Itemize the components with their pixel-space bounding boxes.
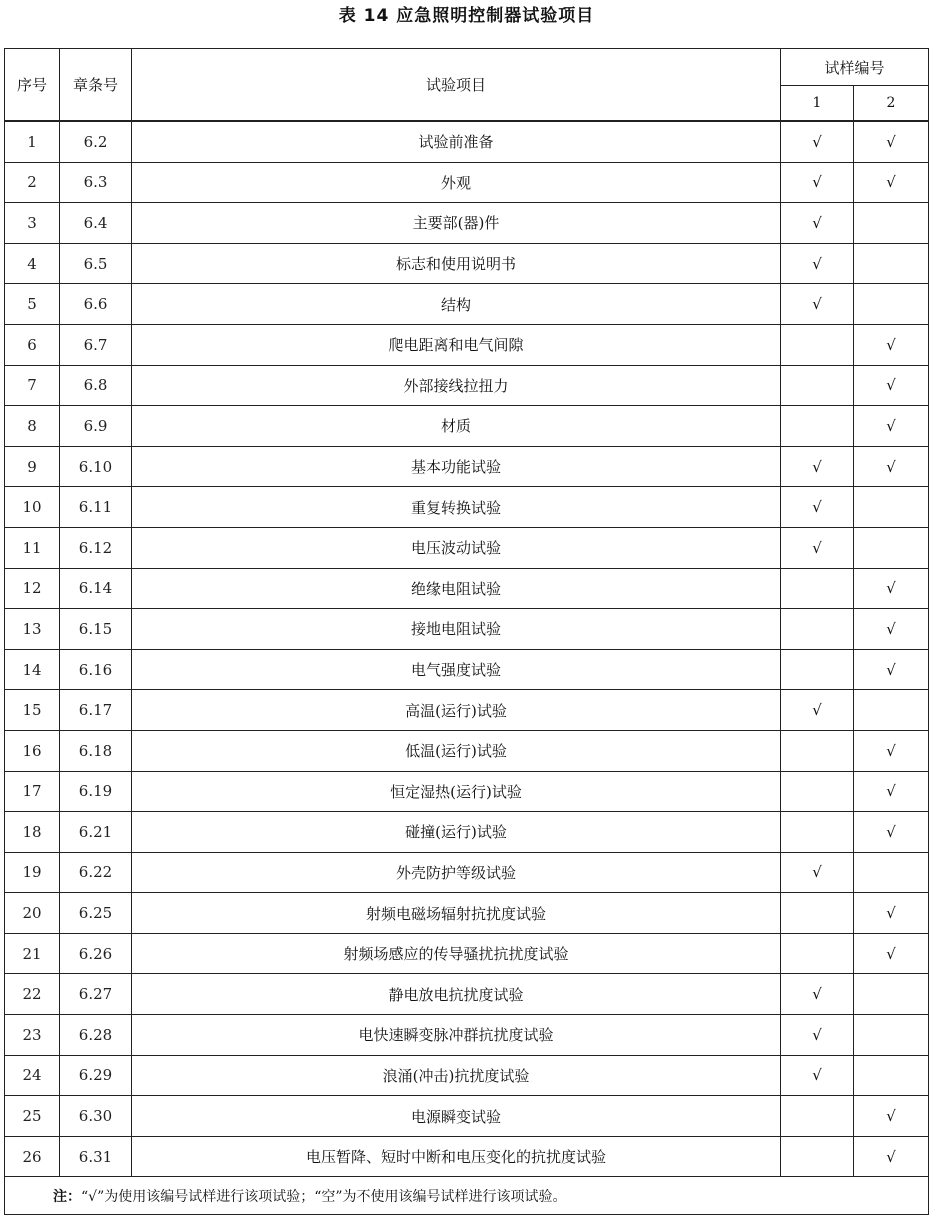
row-seq: 14 xyxy=(5,649,60,690)
row-seq: 9 xyxy=(5,446,60,487)
row-clause: 6.5 xyxy=(60,243,132,284)
check-mark-icon: √ xyxy=(812,213,822,232)
row-seq: 5 xyxy=(5,284,60,325)
table-row xyxy=(5,568,929,609)
table-row xyxy=(5,527,929,568)
row-clause: 6.16 xyxy=(60,649,132,690)
table-note xyxy=(5,1177,929,1215)
table-row xyxy=(5,1055,929,1096)
row-clause: 6.9 xyxy=(60,406,132,447)
row-item: 外壳防护等级试验 xyxy=(132,852,781,893)
table-row xyxy=(5,893,929,934)
table-row xyxy=(5,852,929,893)
row-item: 材质 xyxy=(132,406,781,447)
row-clause: 6.28 xyxy=(60,1015,132,1056)
row-seq: 13 xyxy=(5,609,60,650)
table-row xyxy=(5,974,929,1015)
table-row xyxy=(5,812,929,853)
row-item: 外部接线拉扭力 xyxy=(132,365,781,406)
table-row xyxy=(5,162,929,203)
note-text: “√”为使用该编号试样进行该项试验；“空”为不使用该编号试样进行该项试验。 xyxy=(81,1188,567,1205)
table-row xyxy=(5,771,929,812)
row-sample-2-cell xyxy=(854,527,929,568)
row-seq: 25 xyxy=(5,1096,60,1137)
row-sample-1-cell xyxy=(781,771,854,812)
row-seq: 11 xyxy=(5,527,60,568)
check-mark-icon: √ xyxy=(886,822,896,841)
row-clause: 6.4 xyxy=(60,203,132,244)
row-sample-2-cell xyxy=(854,730,929,771)
check-mark-icon: √ xyxy=(812,538,822,557)
check-mark-icon: √ xyxy=(886,579,896,598)
row-sample-2-cell xyxy=(854,121,929,162)
row-sample-2-cell xyxy=(854,1096,929,1137)
row-seq: 18 xyxy=(5,812,60,853)
check-mark-icon: √ xyxy=(812,701,822,720)
row-sample-2-cell xyxy=(854,609,929,650)
row-sample-1-cell xyxy=(781,162,854,203)
row-clause: 6.17 xyxy=(60,690,132,731)
check-mark-icon: √ xyxy=(886,660,896,679)
row-item: 低温(运行)试验 xyxy=(132,730,781,771)
row-item: 爬电距离和电气间隙 xyxy=(132,324,781,365)
row-sample-1-cell xyxy=(781,933,854,974)
row-seq: 7 xyxy=(5,365,60,406)
row-sample-2-cell xyxy=(854,1055,929,1096)
row-item: 恒定湿热(运行)试验 xyxy=(132,771,781,812)
row-item: 射频场感应的传导骚扰抗扰度试验 xyxy=(132,933,781,974)
row-item: 浪涌(冲击)抗扰度试验 xyxy=(132,1055,781,1096)
row-item: 电压波动试验 xyxy=(132,527,781,568)
row-seq: 17 xyxy=(5,771,60,812)
row-sample-1-cell xyxy=(781,1136,854,1177)
row-seq: 12 xyxy=(5,568,60,609)
row-item: 主要部(器)件 xyxy=(132,203,781,244)
row-clause: 6.31 xyxy=(60,1136,132,1177)
row-sample-2-cell xyxy=(854,852,929,893)
row-sample-1-cell xyxy=(781,609,854,650)
row-clause: 6.10 xyxy=(60,446,132,487)
row-sample-1-cell xyxy=(781,730,854,771)
table-row xyxy=(5,243,929,284)
table-row xyxy=(5,324,929,365)
row-seq: 6 xyxy=(5,324,60,365)
check-mark-icon: √ xyxy=(886,904,896,923)
row-sample-1-cell xyxy=(781,243,854,284)
table-row xyxy=(5,1096,929,1137)
row-clause: 6.7 xyxy=(60,324,132,365)
row-sample-1-cell xyxy=(781,690,854,731)
row-seq: 10 xyxy=(5,487,60,528)
header-sample: 试样编号 xyxy=(781,49,929,86)
row-sample-1-cell xyxy=(781,365,854,406)
check-mark-icon: √ xyxy=(812,1066,822,1085)
row-sample-1-cell xyxy=(781,852,854,893)
row-sample-1-cell xyxy=(781,1055,854,1096)
check-mark-icon: √ xyxy=(812,1025,822,1044)
row-clause: 6.12 xyxy=(60,527,132,568)
row-sample-2-cell xyxy=(854,284,929,325)
row-sample-2-cell xyxy=(854,243,929,284)
row-clause: 6.29 xyxy=(60,1055,132,1096)
check-mark-icon: √ xyxy=(812,498,822,517)
row-item: 试验前准备 xyxy=(132,121,781,162)
table-title: 表 14 应急照明控制器试验项目 xyxy=(338,6,595,26)
row-item: 电源瞬变试验 xyxy=(132,1096,781,1137)
row-clause: 6.26 xyxy=(60,933,132,974)
row-item: 绝缘电阻试验 xyxy=(132,568,781,609)
row-seq: 15 xyxy=(5,690,60,731)
check-mark-icon: √ xyxy=(886,741,896,760)
row-seq: 20 xyxy=(5,893,60,934)
row-sample-1-cell xyxy=(781,974,854,1015)
check-mark-icon: √ xyxy=(812,173,822,192)
row-sample-2-cell xyxy=(854,324,929,365)
table-row xyxy=(5,609,929,650)
table-row xyxy=(5,933,929,974)
row-clause: 6.3 xyxy=(60,162,132,203)
table-row xyxy=(5,446,929,487)
table-row xyxy=(5,1136,929,1177)
row-item: 电气强度试验 xyxy=(132,649,781,690)
check-mark-icon: √ xyxy=(812,132,822,151)
row-item: 重复转换试验 xyxy=(132,487,781,528)
row-sample-1-cell xyxy=(781,527,854,568)
row-sample-2-cell xyxy=(854,649,929,690)
check-mark-icon: √ xyxy=(886,1147,896,1166)
row-item: 碰撞(运行)试验 xyxy=(132,812,781,853)
row-sample-1-cell xyxy=(781,203,854,244)
row-item: 基本功能试验 xyxy=(132,446,781,487)
table-row xyxy=(5,690,929,731)
row-sample-1-cell xyxy=(781,121,854,162)
row-sample-1-cell xyxy=(781,812,854,853)
row-clause: 6.18 xyxy=(60,730,132,771)
row-seq: 21 xyxy=(5,933,60,974)
header-sample-1: 1 xyxy=(781,86,854,122)
table-row xyxy=(5,649,929,690)
row-item: 电压暂降、短时中断和电压变化的抗扰度试验 xyxy=(132,1136,781,1177)
check-mark-icon: √ xyxy=(812,863,822,882)
row-sample-2-cell xyxy=(854,365,929,406)
check-mark-icon: √ xyxy=(886,457,896,476)
row-sample-2-cell xyxy=(854,933,929,974)
row-sample-2-cell xyxy=(854,162,929,203)
row-seq: 2 xyxy=(5,162,60,203)
row-sample-1-cell xyxy=(781,324,854,365)
row-seq: 23 xyxy=(5,1015,60,1056)
table-body xyxy=(5,121,929,1177)
row-seq: 8 xyxy=(5,406,60,447)
header-item: 试验项目 xyxy=(132,49,781,122)
check-mark-icon: √ xyxy=(886,944,896,963)
row-item: 电快速瞬变脉冲群抗扰度试验 xyxy=(132,1015,781,1056)
header-clause: 章条号 xyxy=(60,49,132,122)
check-mark-icon: √ xyxy=(812,254,822,273)
row-sample-2-cell xyxy=(854,974,929,1015)
table-row xyxy=(5,487,929,528)
row-sample-2-cell xyxy=(854,690,929,731)
row-sample-1-cell xyxy=(781,406,854,447)
table-row xyxy=(5,365,929,406)
row-item: 外观 xyxy=(132,162,781,203)
row-clause: 6.21 xyxy=(60,812,132,853)
row-seq: 16 xyxy=(5,730,60,771)
table-row xyxy=(5,284,929,325)
check-mark-icon: √ xyxy=(886,416,896,435)
check-mark-icon: √ xyxy=(812,985,822,1004)
row-sample-1-cell xyxy=(781,487,854,528)
row-clause: 6.19 xyxy=(60,771,132,812)
row-clause: 6.11 xyxy=(60,487,132,528)
row-sample-1-cell xyxy=(781,568,854,609)
row-seq: 4 xyxy=(5,243,60,284)
row-seq: 19 xyxy=(5,852,60,893)
row-item: 射频电磁场辐射抗扰度试验 xyxy=(132,893,781,934)
table-row xyxy=(5,730,929,771)
row-clause: 6.14 xyxy=(60,568,132,609)
check-mark-icon: √ xyxy=(886,376,896,395)
row-clause: 6.30 xyxy=(60,1096,132,1137)
test-items-table xyxy=(4,48,929,1215)
row-sample-2-cell xyxy=(854,406,929,447)
row-sample-1-cell xyxy=(781,893,854,934)
row-seq: 3 xyxy=(5,203,60,244)
table-row xyxy=(5,121,929,162)
row-item: 接地电阻试验 xyxy=(132,609,781,650)
table-row xyxy=(5,406,929,447)
row-clause: 6.15 xyxy=(60,609,132,650)
row-sample-1-cell xyxy=(781,649,854,690)
check-mark-icon: √ xyxy=(886,782,896,801)
table-row xyxy=(5,203,929,244)
row-seq: 26 xyxy=(5,1136,60,1177)
row-sample-2-cell xyxy=(854,568,929,609)
row-sample-1-cell xyxy=(781,1015,854,1056)
check-mark-icon: √ xyxy=(886,1107,896,1126)
check-mark-icon: √ xyxy=(886,335,896,354)
row-sample-1-cell xyxy=(781,284,854,325)
check-mark-icon: √ xyxy=(812,295,822,314)
row-clause: 6.25 xyxy=(60,893,132,934)
row-item: 静电放电抗扰度试验 xyxy=(132,974,781,1015)
check-mark-icon: √ xyxy=(886,132,896,151)
row-sample-2-cell xyxy=(854,812,929,853)
row-clause: 6.2 xyxy=(60,121,132,162)
note-label: 注： xyxy=(53,1188,81,1205)
check-mark-icon: √ xyxy=(886,173,896,192)
header-sample-2: 2 xyxy=(854,86,929,122)
row-sample-1-cell xyxy=(781,1096,854,1137)
row-item: 标志和使用说明书 xyxy=(132,243,781,284)
row-sample-2-cell xyxy=(854,446,929,487)
row-clause: 6.27 xyxy=(60,974,132,1015)
row-sample-2-cell xyxy=(854,893,929,934)
row-seq: 24 xyxy=(5,1055,60,1096)
check-mark-icon: √ xyxy=(886,619,896,638)
row-sample-1-cell xyxy=(781,446,854,487)
check-mark-icon: √ xyxy=(812,457,822,476)
row-seq: 1 xyxy=(5,121,60,162)
row-sample-2-cell xyxy=(854,771,929,812)
row-sample-2-cell xyxy=(854,1015,929,1056)
row-sample-2-cell xyxy=(854,487,929,528)
row-seq: 22 xyxy=(5,974,60,1015)
table-row xyxy=(5,1015,929,1056)
row-sample-2-cell xyxy=(854,1136,929,1177)
row-sample-2-cell xyxy=(854,203,929,244)
header-seq: 序号 xyxy=(5,49,60,122)
row-item: 结构 xyxy=(132,284,781,325)
row-clause: 6.8 xyxy=(60,365,132,406)
row-clause: 6.6 xyxy=(60,284,132,325)
row-clause: 6.22 xyxy=(60,852,132,893)
row-item: 高温(运行)试验 xyxy=(132,690,781,731)
